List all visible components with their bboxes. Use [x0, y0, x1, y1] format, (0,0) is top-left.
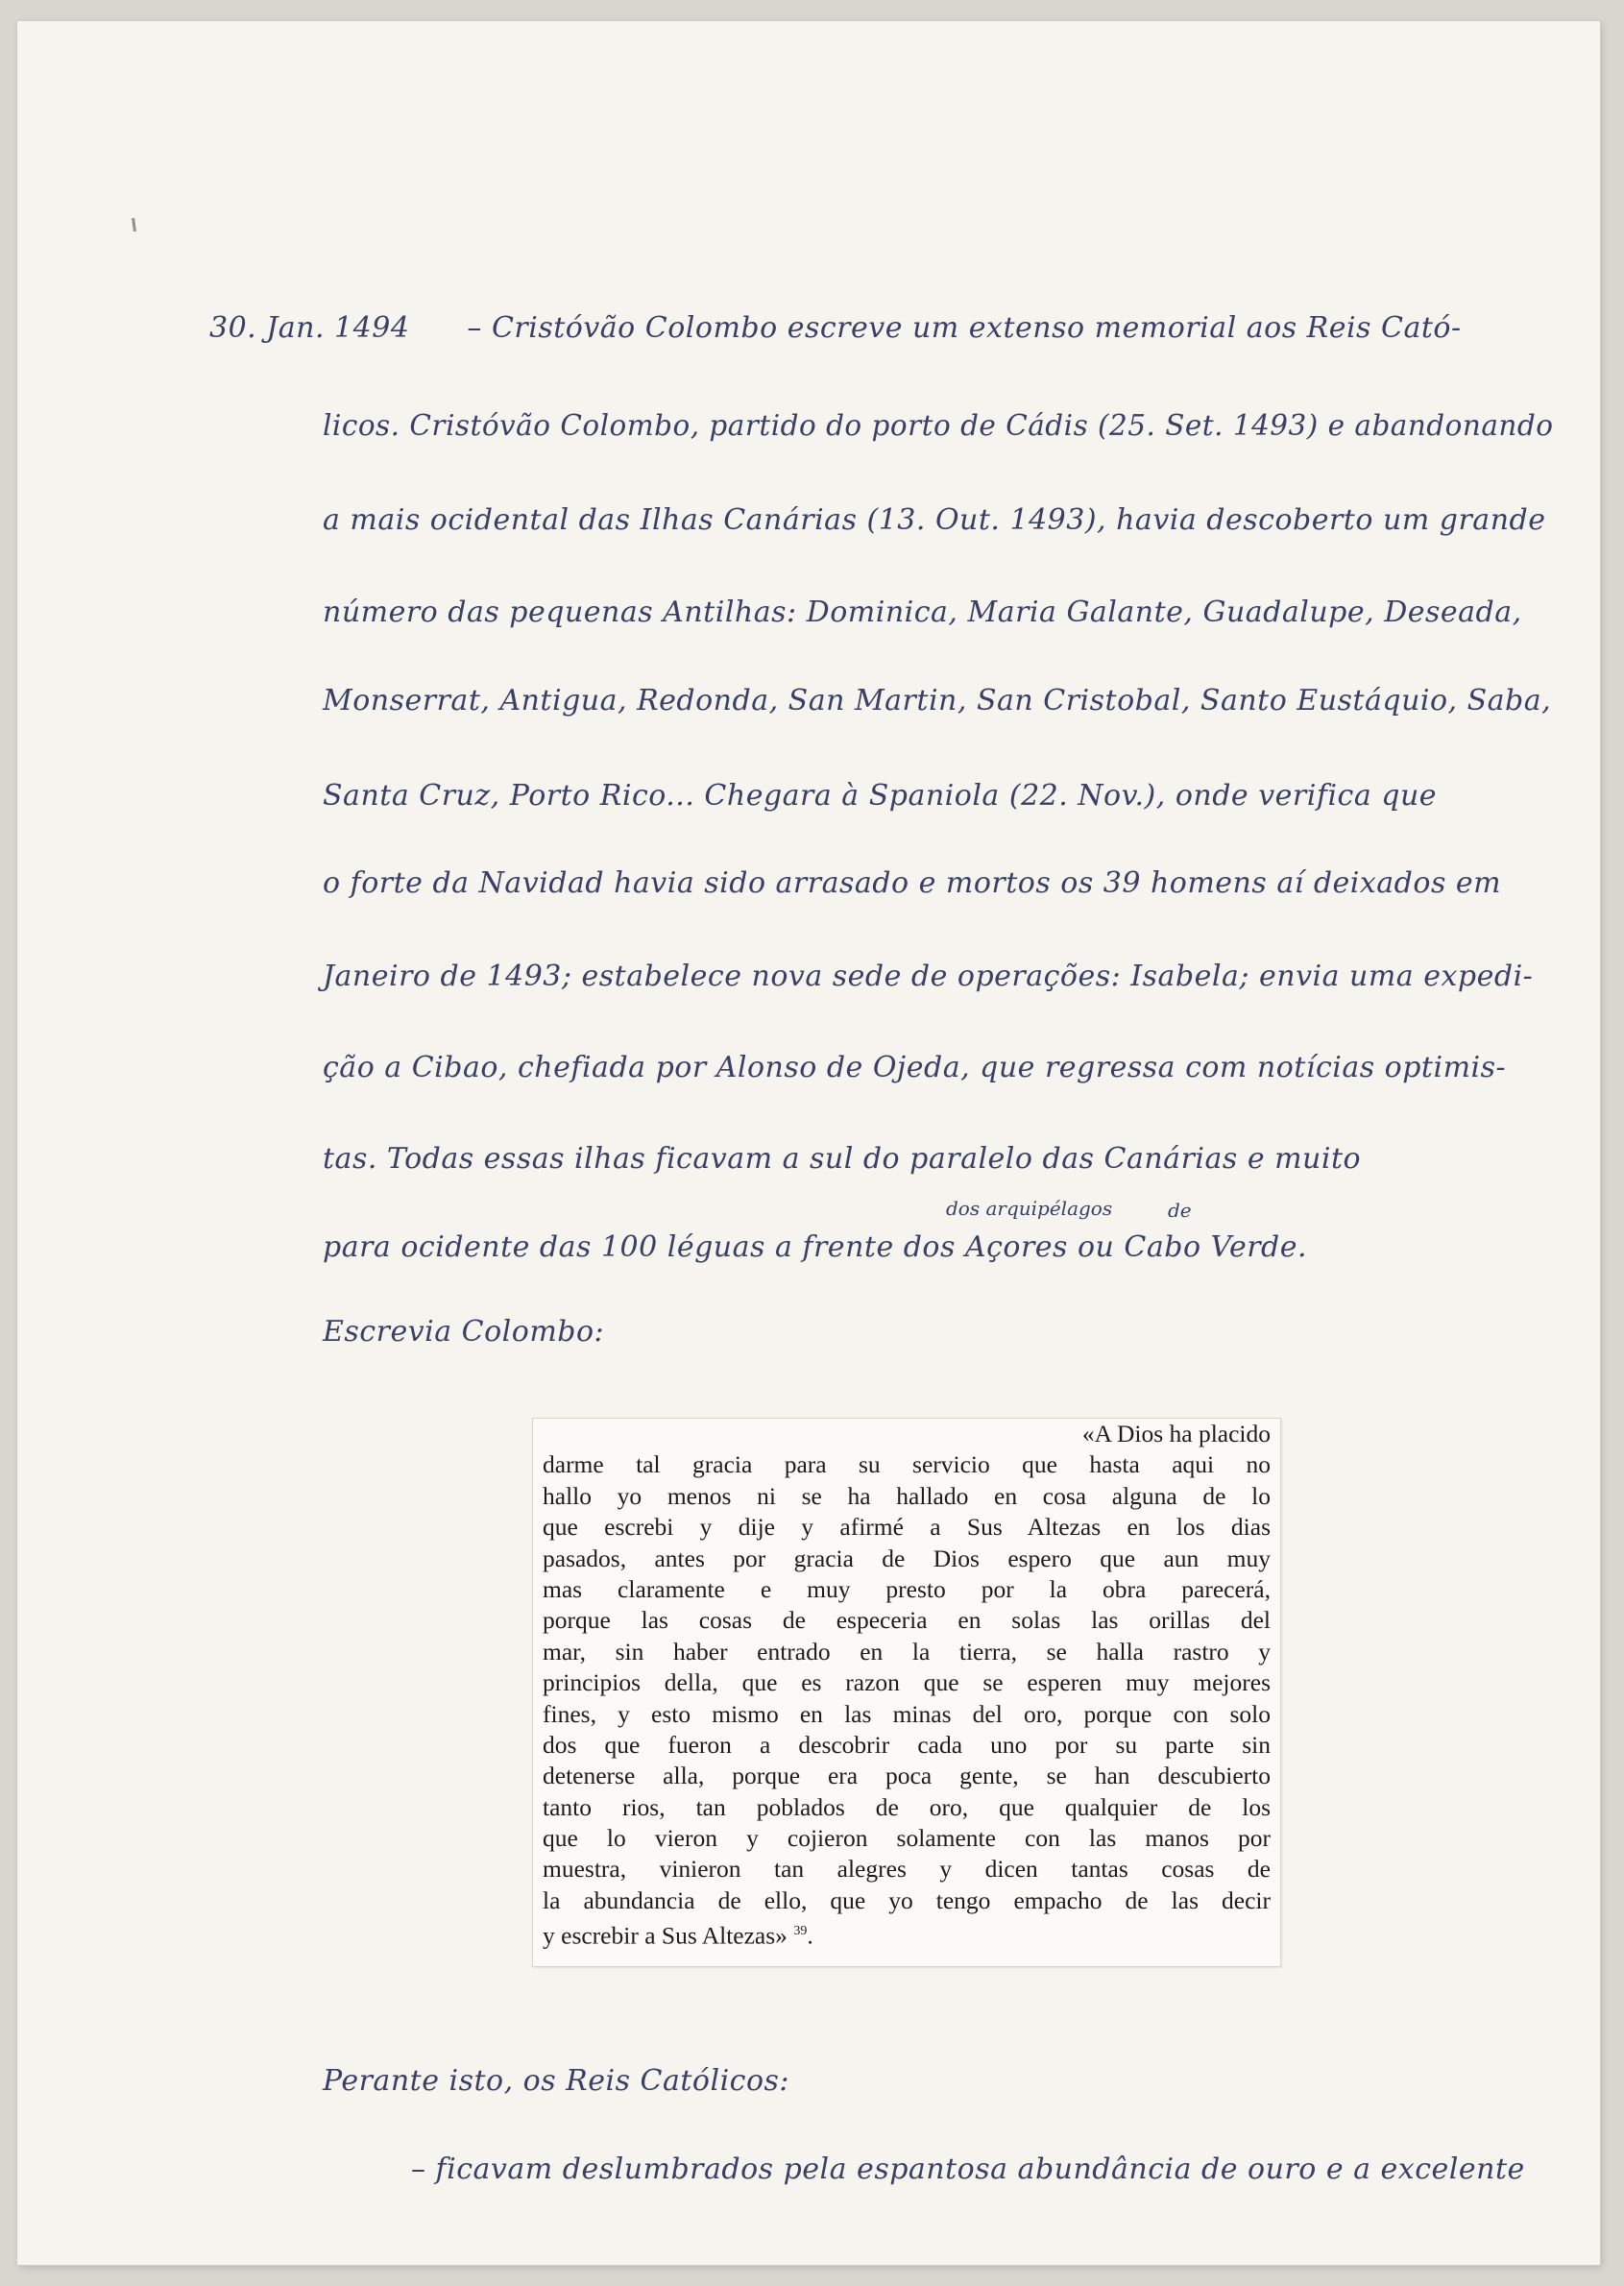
- insertion-de: de: [1168, 1199, 1192, 1222]
- clipping-line: dos que fueron a descobrir cada uno por su parte sin: [543, 1730, 1271, 1759]
- clipping-line: fines, y esto mismo en las minas del oro, porque con solo: [543, 1699, 1271, 1728]
- handwritten-line-6: Santa Cruz, Porto Rico... Chegara à Spaniola (22. Nov.), onde verifica que: [323, 779, 1438, 813]
- newspaper-clipping: [532, 1418, 1281, 1967]
- clipping-line: muestra, vinieron tan alegres y dicen tantas cosas de: [543, 1855, 1271, 1884]
- clipping-line: tanto rios, tan poblados de oro, que qualquier de los: [543, 1792, 1271, 1821]
- clipping-line: mas claramente e muy presto por la obra parecerá,: [543, 1574, 1271, 1603]
- entry-date: 30. Jan. 1494: [209, 311, 410, 345]
- insertion-above: dos arquipélagos: [946, 1197, 1113, 1220]
- clipping-line: pasados, antes por gracia de Dios espero que aun muy: [543, 1544, 1271, 1572]
- clipping-line: mar, sin haber entrado en la tierra, se halla rastro y: [543, 1637, 1271, 1666]
- handwritten-line-7: o forte da Navidad havia sido arrasado e mortos os 39 homens aí deixados em: [323, 866, 1502, 900]
- clipping-line: hallo yo menos ni se ha hallado en cosa alguna de lo: [543, 1481, 1271, 1510]
- handwritten-line-2: licos. Cristóvão Colombo, partido do porto de Cádis (25. Set. 1493) e abandonando: [323, 409, 1554, 443]
- handwritten-after-2: – ficavam deslumbrados pela espantosa abundância de ouro e a excelente: [411, 2152, 1525, 2186]
- handwritten-line-11: para ocidente das 100 léguas a frente dos Açores ou Cabo Verde.: [323, 1230, 1308, 1264]
- clipping-line-last: y escrebir a Sus Altezas» $^{39}$.: [543, 1921, 813, 1950]
- clipping-line: principios della, que es razon que se esperen muy mejores: [543, 1668, 1271, 1697]
- manuscript-page: [17, 21, 1600, 2265]
- handwritten-line-8: Janeiro de 1493; estabelece nova sede de operações: Isabela; envia uma expedi-: [323, 960, 1534, 993]
- clipping-line: que lo vieron y cojieron solamente con las manos por: [543, 1824, 1271, 1853]
- clipping-line: «A Dios ha placido: [1081, 1420, 1271, 1447]
- handwritten-line-9: ção a Cibao, chefiada por Alonso de Ojeda, que regressa com notícias optimis-: [323, 1051, 1507, 1084]
- clipping-line: que escrebi y dije y afirmé a Sus Altezas en los dias: [543, 1513, 1271, 1542]
- footnote-marker: 39: [793, 1924, 808, 1939]
- handwritten-line-12: Escrevia Colombo:: [323, 1315, 605, 1349]
- clipping-line: porque las cosas de especeria en solas las orillas del: [543, 1606, 1271, 1635]
- clipping-line: detenerse alla, porque era poca gente, se han descubierto: [543, 1762, 1271, 1790]
- handwritten-line-4: número das pequenas Antilhas: Dominica, Maria Galante, Guadalupe, Deseada,: [323, 596, 1522, 629]
- pencil-mark: [132, 218, 136, 231]
- handwritten-after-1: Perante isto, os Reis Católicos:: [323, 2064, 790, 2098]
- handwritten-line-3: a mais ocidental das Ilhas Canárias (13. Out. 1493), havia descoberto um grande: [323, 503, 1546, 537]
- handwritten-line-10: tas. Todas essas ilhas ficavam a sul do paralelo das Canárias e muito: [323, 1142, 1362, 1176]
- handwritten-line-1: 30. Jan. 1494 – Cristóvão Colombo escreve um extenso memorial aos Reis Cató-: [209, 311, 1462, 345]
- clipping-text: [533, 1419, 1280, 1948]
- handwritten-line-5: Monserrat, Antigua, Redonda, San Martin, San Cristobal, Santo Eustáquio, Saba,: [323, 684, 1552, 717]
- clipping-line: darme tal gracia para su servicio que hasta aqui no: [543, 1450, 1271, 1479]
- clipping-line: la abundancia de ello, que yo tengo empacho de las decir: [543, 1885, 1271, 1914]
